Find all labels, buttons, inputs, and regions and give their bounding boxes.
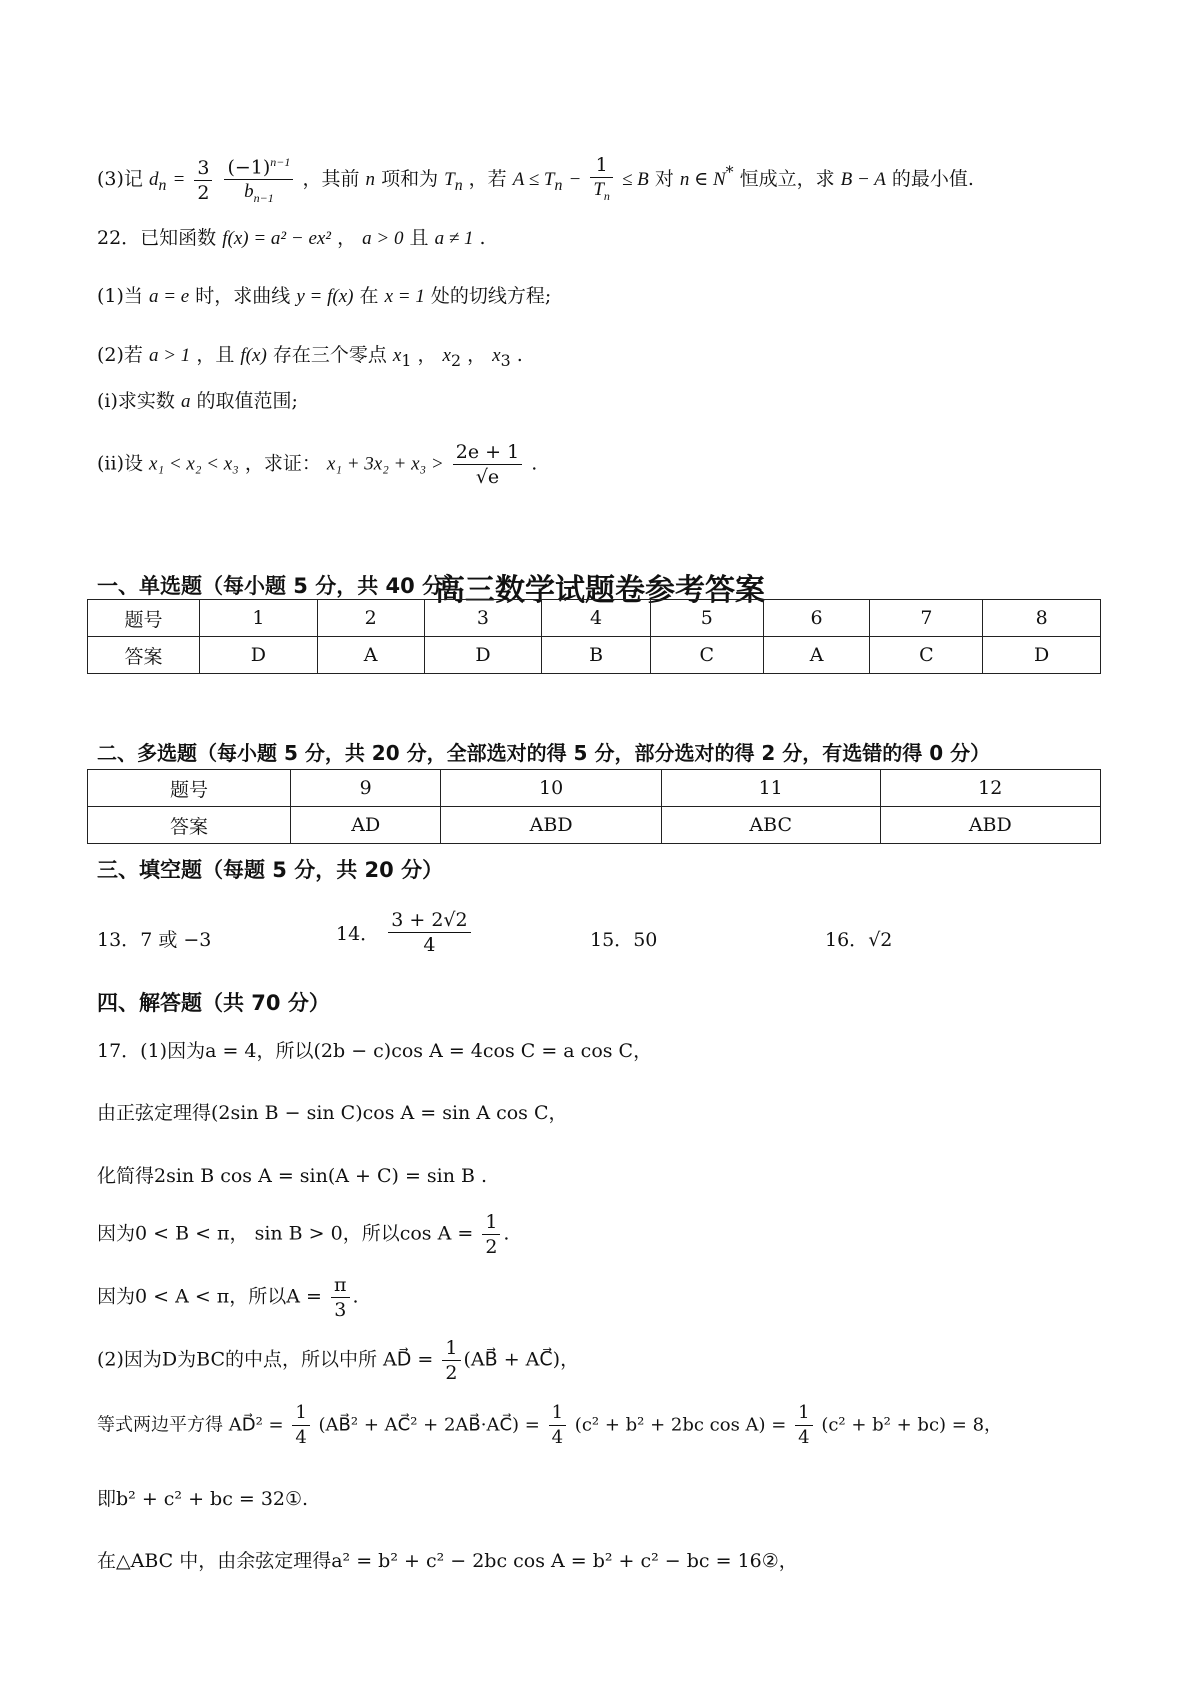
x-subscript: 2	[450, 350, 462, 370]
table-cell: C	[870, 637, 983, 674]
function-expression: f(x)	[240, 345, 267, 366]
table-cell: ABD	[441, 807, 661, 844]
part-label: (3)记	[97, 168, 143, 191]
condition: a > 0	[362, 228, 404, 249]
fraction-numerator: 3 + 2√2	[388, 908, 470, 933]
answers-title: 高三数学试题卷参考答案	[435, 573, 765, 608]
fraction-numerator: π	[331, 1273, 350, 1298]
text: 等式两边平方得 AD⃗² =	[97, 1414, 284, 1436]
table-cell: 11	[661, 770, 880, 807]
fill-answer-16	[825, 925, 892, 952]
table-row-answers	[88, 637, 1101, 674]
text: 因为0 < A < π，所以A =	[97, 1285, 322, 1308]
text: ，	[467, 344, 487, 366]
fraction-numerator: 1	[482, 1210, 500, 1235]
text: 22．已知函数	[97, 227, 217, 249]
text: 对	[654, 168, 674, 191]
condition: a > 1	[148, 345, 191, 366]
fraction	[549, 1401, 566, 1450]
row-label: 答案	[88, 807, 291, 844]
solution-line	[97, 1210, 509, 1259]
text: ，且	[196, 344, 235, 366]
text: 恒成立，求	[739, 168, 835, 191]
text: (AB⃗² + AC⃗² + 2AB⃗·AC⃗) =	[318, 1414, 540, 1436]
solution-line: 由正弦定理得(2sin B − sin C)cos A = sin A cos C，	[97, 1102, 568, 1124]
fill-answer-14	[336, 908, 474, 957]
section-3-heading: 三、填空题（每题 5 分，共 20 分）	[97, 858, 444, 882]
table-cell: ABC	[661, 807, 880, 844]
text: 时，求曲线	[195, 285, 291, 307]
minus-sign: −	[568, 169, 582, 191]
text: 处的切线方程;	[430, 285, 552, 307]
table-cell: B	[542, 637, 651, 674]
fraction	[292, 1401, 309, 1450]
fraction-denominator: 2	[197, 181, 210, 204]
table-row-numbers	[88, 600, 1101, 637]
problem-22-subpart-i	[97, 388, 298, 415]
table-cell: 12	[880, 770, 1100, 807]
fraction	[795, 1401, 812, 1450]
text: 的最小值.	[891, 168, 974, 191]
problem-22-part-1	[97, 283, 551, 310]
condition: a ≠ 1	[434, 228, 474, 249]
x-symbol: x	[442, 345, 451, 366]
table-cell: ABD	[880, 807, 1100, 844]
solution-line: 17．(1)因为a = 4，所以(2b − c)cos A = 4cos C = a cos C，	[97, 1040, 653, 1062]
text: .	[479, 227, 486, 249]
fraction-numerator: 2e + 1	[453, 440, 522, 465]
table-cell: 8	[983, 600, 1101, 637]
table-row-answers	[88, 807, 1101, 844]
x-subscript: 1	[401, 350, 412, 370]
table-cell: 3	[424, 600, 542, 637]
text: 且	[409, 227, 429, 249]
problem-22-subpart-ii	[97, 440, 537, 489]
text: 项和为	[381, 168, 439, 191]
fraction-numerator: 1	[292, 1401, 309, 1426]
fraction	[442, 1336, 460, 1385]
text: ，求证：	[244, 452, 321, 475]
condition: x = 1	[384, 286, 425, 307]
answer-fraction	[388, 908, 470, 957]
b-symbol: b	[244, 181, 254, 203]
fraction-numerator: 1	[795, 1401, 812, 1426]
x-subscript: 3	[500, 350, 511, 370]
t-subscript: n	[454, 176, 463, 194]
table-cell: 9	[291, 770, 441, 807]
condition: a = e	[148, 286, 190, 307]
t-symbol: T	[593, 178, 604, 200]
inequality-left: x₁ + 3x₂ + x₃ >	[326, 453, 444, 475]
table-cell: 7	[870, 600, 983, 637]
fraction-numerator: 3	[194, 156, 212, 181]
text: 的取值范围;	[196, 390, 298, 412]
t-subscript: n	[554, 176, 563, 194]
table-cell: D	[983, 637, 1101, 674]
equals-sign: =	[172, 169, 186, 191]
text: 存在三个零点	[272, 344, 387, 366]
text: (c² + b² + 2bc cos A) =	[574, 1414, 787, 1436]
row-label: 题号	[88, 600, 200, 637]
table-cell: 10	[441, 770, 661, 807]
solution-line: 即b² + c² + bc = 32①.	[97, 1488, 309, 1510]
part-label: (i)求实数	[97, 390, 175, 412]
problem-22-stem	[97, 225, 486, 252]
curve-expression: y = f(x)	[296, 286, 354, 307]
condition: n ∈ N	[679, 169, 726, 191]
table-cell: 4	[542, 600, 651, 637]
question-number: 14．	[336, 923, 380, 945]
part-label: (2)若	[97, 344, 143, 366]
d-symbol: d	[148, 169, 159, 191]
solution-line	[97, 1336, 579, 1385]
part-label: (1)当	[97, 285, 143, 307]
problem-22-part-2	[97, 342, 523, 374]
x-symbol: x	[492, 345, 501, 366]
fraction-numerator: 1	[549, 1401, 566, 1426]
solution-line	[97, 1273, 359, 1322]
fraction-denominator: 3	[334, 1299, 347, 1321]
text: ，若	[468, 168, 507, 191]
part-label: (ii)设	[97, 452, 143, 475]
text: .	[531, 452, 538, 475]
table-row-numbers	[88, 770, 1101, 807]
fill-answer-15	[590, 925, 657, 952]
text: (2)因为D为BC的中点，所以中所 AD⃗ =	[97, 1348, 434, 1371]
fraction-sign-over-b	[224, 150, 293, 210]
section-1-heading: 一、单选题（每小题 5 分，共 40 分）	[97, 574, 465, 598]
question-number: 13．	[97, 929, 141, 951]
fraction-denominator: 2	[485, 1236, 498, 1258]
solution-line: 在△ABC 中，由余弦定理得a² = b² + c² − 2bc cos A = b² + c² − bc = 16②，	[97, 1550, 798, 1572]
problem-21-part-3	[97, 150, 974, 210]
table-cell: AD	[291, 807, 441, 844]
function-definition: f(x) = a² − ex²	[222, 228, 332, 249]
multi-choice-answer-table	[87, 769, 1101, 844]
text: 在	[359, 285, 379, 307]
text: .	[503, 1222, 510, 1245]
t-subscript: n	[603, 188, 610, 203]
fraction-denominator	[590, 178, 613, 208]
text: .	[516, 344, 523, 366]
fraction-denominator: 4	[551, 1427, 564, 1448]
text: ，其前	[302, 168, 360, 191]
fraction-denominator: 4	[798, 1427, 810, 1448]
text: ，	[417, 344, 437, 366]
fraction-denominator: 4	[295, 1427, 307, 1448]
fraction-numerator: 1	[442, 1336, 460, 1361]
text: (AB⃗ + AC⃗)，	[463, 1348, 580, 1371]
fraction	[331, 1273, 350, 1322]
fraction-numerator	[224, 150, 293, 180]
inequality-left: A ≤ T	[512, 169, 555, 191]
fraction-denominator: 4	[423, 934, 436, 956]
table-cell: 6	[763, 600, 870, 637]
solution-line	[97, 1401, 1002, 1450]
fraction-denominator	[224, 180, 293, 210]
table-cell: 2	[317, 600, 424, 637]
b-subscript: n−1	[253, 191, 274, 206]
fraction-numerator: 1	[590, 153, 613, 178]
d-subscript: n	[158, 176, 167, 194]
fill-answer-13	[97, 925, 211, 952]
row-label: 题号	[88, 770, 291, 807]
fraction-2e-plus-1-over-root-e	[453, 440, 522, 489]
question-number: 15．	[590, 929, 634, 951]
table-cell: D	[424, 637, 542, 674]
superscript: *	[725, 162, 734, 182]
solution-line: 化简得2sin B cos A = sin(A + C) = sin B .	[97, 1165, 488, 1187]
ordering-condition: x₁ < x₂ < x₃	[149, 453, 239, 475]
text: (c² + b² + bc) = 8，	[821, 1414, 1003, 1436]
answer-value: 7 或 −3	[140, 929, 212, 951]
fraction-three-halves	[194, 156, 212, 205]
table-cell: A	[763, 637, 870, 674]
table-cell: C	[650, 637, 763, 674]
t-symbol: T	[444, 169, 455, 191]
single-choice-answer-table	[87, 599, 1101, 674]
target-expression: B − A	[840, 169, 886, 191]
text: ，	[337, 227, 357, 249]
fraction-denominator: √e	[475, 466, 500, 488]
table-cell: 1	[200, 600, 318, 637]
table-cell: D	[200, 637, 318, 674]
fraction	[482, 1210, 500, 1259]
section-4-heading: 四、解答题（共 70 分）	[97, 991, 330, 1015]
question-number: 16．	[825, 929, 869, 951]
section-2-heading: 二、多选题（每小题 5 分，共 20 分，全部选对的得 5 分，部分选对的得 2 分，有选错的得 0 分）	[97, 741, 991, 765]
row-label: 答案	[88, 637, 200, 674]
exponent: n−1	[270, 155, 291, 169]
text: .	[352, 1285, 359, 1308]
table-cell: 5	[650, 600, 763, 637]
n-symbol: n	[365, 169, 376, 191]
a-symbol: a	[180, 391, 191, 412]
text: 因为0 < B < π， sin B > 0，所以cos A =	[97, 1222, 474, 1245]
x-symbol: x	[392, 345, 402, 366]
answer-value: √2	[868, 929, 893, 951]
inequality-right: ≤ B	[621, 169, 649, 191]
table-cell: A	[317, 637, 424, 674]
answer-value: 50	[633, 929, 658, 951]
fraction-denominator: 2	[445, 1362, 458, 1384]
fraction-one-over-t	[590, 153, 613, 208]
minus-one-power: (−1)	[227, 156, 271, 179]
